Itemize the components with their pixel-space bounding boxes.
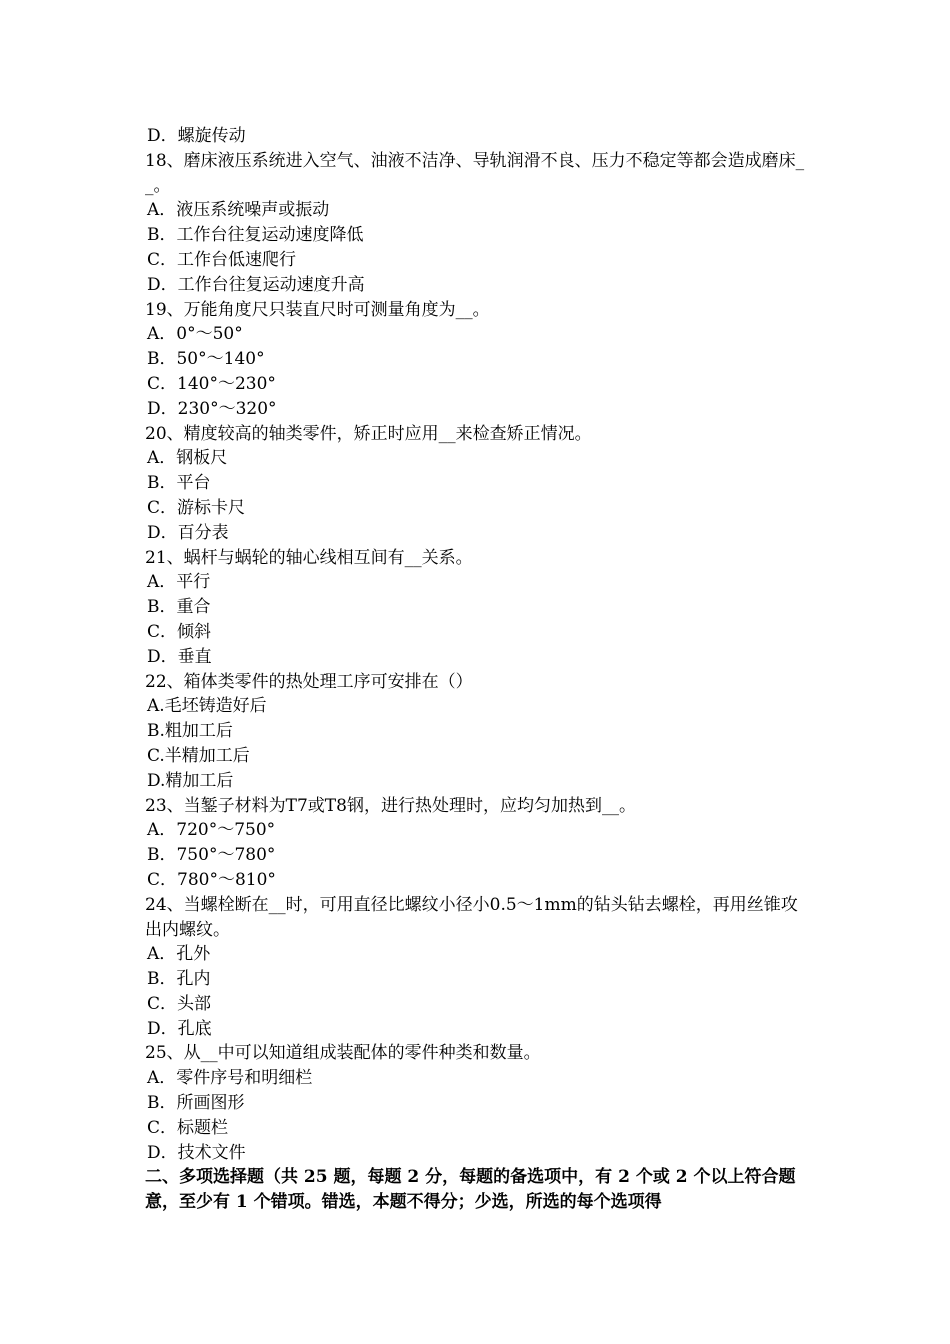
option-line: A.毛坯铸造好后 <box>147 696 267 717</box>
option-line: D．百分表 <box>147 522 229 543</box>
option-line: B.粗加工后 <box>147 721 233 742</box>
option-line: C．倾斜 <box>147 621 212 642</box>
option-line: A．720°～750° <box>147 820 276 841</box>
option-line: B．孔内 <box>147 969 211 990</box>
option-line: A．0°～50° <box>147 324 243 345</box>
section-heading: 二、多项选择题（共 25 题，每题 2 分，每题的备选项中，有 2 个或 2 个以上符合题意，至少有 1 个错项。错选，本题不得分；少选，所选的每个选项得 <box>145 1167 796 1213</box>
option-line: D．螺旋传动 <box>147 126 246 146</box>
question-line: 21、蜗杆与蜗轮的轴心线相互间有__关系。 <box>145 547 473 568</box>
question-line: 22、箱体类零件的热处理工序可安排在（） <box>145 671 473 692</box>
option-line: C．780°～810° <box>147 869 276 890</box>
question-line: 19、万能角度尺只装直尺时可测量角度为__。 <box>145 299 490 320</box>
question-line: 25、从__中可以知道组成装配体的零件种类和数量。 <box>145 1043 541 1064</box>
option-line: A．零件序号和明细栏 <box>147 1068 313 1089</box>
option-line: C.半精加工后 <box>147 745 250 766</box>
option-line: C．140°～230° <box>147 373 276 394</box>
option-line: A．孔外 <box>147 944 211 965</box>
option-line: C．头部 <box>147 993 212 1014</box>
option-line: D．工作台往复运动速度升高 <box>147 274 365 295</box>
option-line: D．孔底 <box>147 1018 212 1039</box>
question-line: 18、磨床液压系统进入空气、油液不洁净、导轨润滑不良、压力不稳定等都会造成磨床__。 <box>145 150 805 196</box>
option-line: A．平行 <box>147 572 211 593</box>
option-line: D．230°～320° <box>147 398 277 419</box>
document-body <box>145 124 810 1215</box>
option-line: B．所画图形 <box>147 1093 245 1114</box>
option-line: B．工作台往复运动速度降低 <box>147 225 364 246</box>
question-line: 23、当錾子材料为T7或T8钢，进行热处理时，应均匀加热到__。 <box>145 795 636 816</box>
option-line: A．钢板尺 <box>147 448 228 469</box>
question-line: 24、当螺栓断在__时，可用直径比螺纹小径小0.5～1mm的钻头钻去螺栓，再用丝锥攻出内螺纹。 <box>145 894 798 940</box>
option-line: B．750°～780° <box>147 845 276 866</box>
option-line: C．工作台低速爬行 <box>147 249 297 270</box>
option-line: B．平台 <box>147 473 211 494</box>
option-line: C．标题栏 <box>147 1117 229 1138</box>
option-line: B．50°～140° <box>147 349 265 370</box>
question-line: 20、精度较高的轴类零件，矫正时应用__来检查矫正情况。 <box>145 423 592 444</box>
option-line: D．垂直 <box>147 646 212 667</box>
option-line: C．游标卡尺 <box>147 497 246 518</box>
option-line: B．重合 <box>147 597 211 618</box>
option-line: D.精加工后 <box>147 770 234 791</box>
option-line: D．技术文件 <box>147 1142 246 1163</box>
option-line: A．液压系统噪声或振动 <box>147 200 330 221</box>
